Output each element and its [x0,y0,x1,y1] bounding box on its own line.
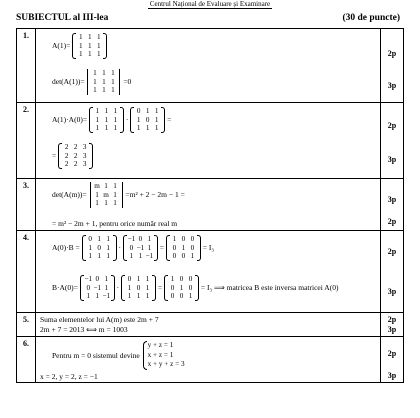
matrix-cell: 1 [113,124,118,132]
matrix-cell: 1 [88,243,92,252]
matrix-cell: 1 [113,199,117,207]
matrix-cell: 1 [111,77,115,86]
row-content: det(A(m))= m 1 1 1 m 1 1 1 1 =m² + 2 − 2m − 1 = = m² − 2m + 1, pentru orice număr real m [36,179,381,231]
matrix-cell: 1 [102,69,106,77]
matrix-cell: 1 [104,115,109,124]
matrix-cell: 1 [138,252,143,260]
row-content: A(1)·A(0)= 1 1 1 1 1 1 1 1 1 · 0 1 1 1 0 1 1 1 1 = = 2 2 3 2 2 3 2 2 3 [36,103,381,179]
row-number: 5. [17,313,36,337]
table-row [17,179,404,231]
matrix-cell: 1 [179,283,184,292]
matrix-cell: 1 [136,292,141,300]
matrix-cell: 1 [145,283,150,292]
matrix-cell: 1 [96,41,101,50]
matrix-cell: 1 [104,124,109,132]
matrix-cell: 1 [104,182,108,190]
row-points: 2p 3p [381,29,404,103]
matrix-cell: 1 [93,77,97,86]
matrix-cell: 1 [97,235,101,243]
table-row [17,337,404,383]
matrix-cell: 0 [179,275,184,283]
matrix-cell: 0 [172,243,177,252]
matrix-cell: −1 [145,252,154,260]
row-points: 2p 3p [381,103,404,179]
matrix-cell: 3 [82,160,87,168]
matrix-cell: 1 [170,275,175,283]
matrix [89,107,124,133]
table-row [17,103,404,179]
row-content: Pentru m = 0 sistemul devine y + z = 1 x + z = 1 x + y + z = 3 x = 2, y = 2, z = −1 [36,337,381,383]
matrix-cell: 0 [181,235,186,243]
matrix [166,235,201,261]
matrix-cell: −1 [127,235,136,243]
matrix-cell: 1 [87,50,92,58]
matrix-cell: 0 [136,107,141,115]
determinant [89,182,124,208]
matrix-cell: 0 [145,115,150,124]
matrix-cell: 1 [129,252,134,260]
row-points: 2p 3p [381,313,404,337]
matrix-cell: 1 [111,69,115,77]
row-content: Suma elementelor lui A(m) este 2m + 7 2m + 7 = 2013 ⟺ m = 1003 [36,313,381,337]
matrix-cell: −1 [93,283,102,292]
matrix-cell: 1 [78,41,83,50]
matrix-cell: 1 [113,182,117,190]
matrix-cell: 1 [95,292,100,300]
matrix-cell: 1 [93,69,97,77]
table-row [17,313,404,337]
matrix-cell: −1 [102,292,111,300]
matrix [72,33,107,59]
matrix-cell: 1 [127,292,132,300]
row-points: 3p 2p [381,179,404,231]
matrix-cell: 1 [111,86,115,94]
matrix-cell: 1 [97,252,101,260]
matrix-cell: 2 [64,151,69,160]
matrix-cell: 0 [190,235,195,243]
matrix-cell: 1 [95,190,99,199]
matrix-cell: 0 [170,292,175,300]
matrix-cell: 1 [145,275,150,283]
matrix-cell: m [103,190,109,199]
matrix-cell: 1 [145,124,150,132]
matrix-cell: 0 [138,235,143,243]
matrix-cell: 1 [95,124,100,132]
row-points: 2p 3p [381,337,404,383]
row-number: 6. [17,337,36,383]
matrix-cell: 2 [64,143,69,151]
matrix-cell: 1 [145,107,150,115]
row-number: 2. [17,103,36,179]
matrix-cell: 1 [113,115,118,124]
matrix [58,143,93,169]
equation-system: y + z = 1 x + z = 1 x + y + z = 3 [142,341,185,370]
matrix [121,275,156,301]
matrix-cell: 1 [88,252,92,260]
matrix-cell: 1 [95,115,100,124]
matrix [80,275,115,301]
matrix-cell: 1 [87,41,92,50]
subject-points: (30 de puncte) [342,13,400,23]
matrix-cell: 1 [127,283,132,292]
matrix-cell: 0 [172,252,177,260]
row-content: A(1)= 1 1 1 1 1 1 1 1 1 det(A(1))= 1 1 1 1 1 1 1 1 1 =0 [36,29,381,103]
subject-title: SUBIECTUL al III-lea [16,13,109,23]
matrix-cell: 1 [106,235,110,243]
matrix [123,235,158,261]
matrix-cell: 0 [190,243,195,252]
matrix-cell: 0 [188,275,193,283]
matrix-cell: 2 [73,143,78,151]
row-number: 1. [17,29,36,103]
matrix-cell: 1 [104,107,109,115]
matrix-cell: 1 [154,124,159,132]
header-institution: Centrul Național de Evaluare și Examinare [149,0,271,8]
matrix-cell: 1 [172,235,177,243]
matrix-cell: 1 [95,199,99,207]
matrix-cell: 1 [86,292,91,300]
matrix [130,107,165,133]
matrix-cell: 0 [95,275,100,283]
matrix-cell: 0 [86,283,91,292]
matrix-cell: 3 [82,143,87,151]
row-number: 3. [17,179,36,231]
matrix-cell: 1 [96,50,101,58]
row-points: 2p 3p [381,231,404,313]
matrix-cell: 0 [179,292,184,300]
row-number: 4. [17,231,36,313]
matrix-cell: 0 [127,275,132,283]
matrix-cell: 0 [136,283,141,292]
matrix-cell: −1 [136,243,145,252]
matrix-cell: 1 [87,33,92,41]
matrix-cell: 1 [136,275,141,283]
table-row [17,231,404,313]
matrix-cell: 2 [73,160,78,168]
matrix-cell: 0 [188,283,193,292]
matrix-cell: 1 [104,275,109,283]
matrix-cell: 1 [102,86,106,94]
matrix-cell: 1 [78,50,83,58]
matrix-cell: m [94,182,100,190]
matrix-cell: 1 [136,124,141,132]
matrix-cell: 1 [96,33,101,41]
matrix-cell: 2 [73,151,78,160]
matrix [164,275,199,301]
matrix-cell: 0 [129,243,134,252]
matrix-cell: 1 [145,292,150,300]
matrix-cell: 1 [136,115,141,124]
matrix-cell: 1 [154,107,159,115]
matrix-cell: 0 [181,252,186,260]
matrix-cell: 2 [64,160,69,168]
matrix-cell: 1 [113,107,118,115]
matrix-cell: 0 [97,243,101,252]
matrix-cell: 0 [88,235,92,243]
matrix [82,235,117,261]
matrix-cell: 1 [104,283,109,292]
matrix-cell: 1 [104,199,108,207]
table-row [17,29,404,103]
matrix-cell: 1 [78,33,83,41]
matrix-cell: 1 [190,252,195,260]
matrix-cell: 1 [106,252,110,260]
row-content: A(0)·B = 0 1 1 1 0 1 1 1 1 · −1 0 1 0 −1 1 1 1 −1 = 1 0 0 0 1 0 0 0 1 = I₃ B·A(0)= −1 0 1 0 −1 1 1 1 −1 · 0 1 1 1 0 1 1 1 1 = 1 0 0 0 1 0 0 0 1 = I₃ ⟹ matricea B este inversa matricei A(0) [36,231,381,313]
matrix-cell: −1 [84,275,93,283]
matrix-cell: 1 [113,190,117,199]
matrix-cell: 0 [170,283,175,292]
matrix-cell: 1 [154,115,159,124]
matrix-cell: 1 [147,243,152,252]
determinant [86,69,121,95]
matrix-cell: 3 [82,151,87,160]
matrix-cell: 1 [93,86,97,94]
matrix-cell: 1 [106,243,110,252]
matrix-cell: 1 [95,107,100,115]
matrix-cell: 1 [188,292,193,300]
solution-table [16,28,404,383]
matrix-cell: 1 [181,243,186,252]
matrix-cell: 1 [147,235,152,243]
matrix-cell: 1 [102,77,106,86]
